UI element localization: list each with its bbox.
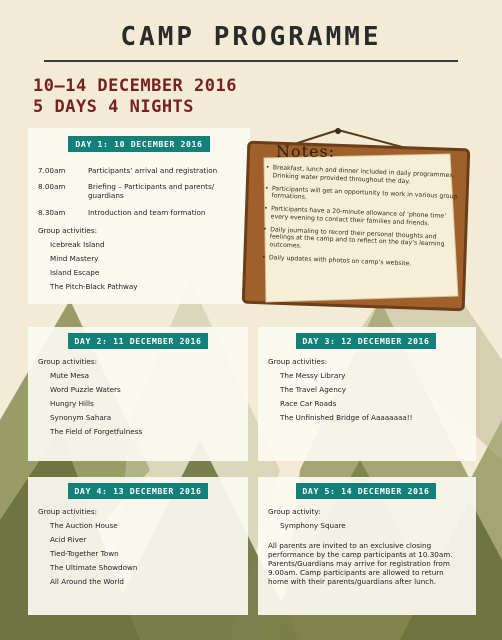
day3-card: [258, 327, 476, 461]
day5-header: DAY 5: 14 DECEMBER 2016: [296, 483, 436, 499]
day1-card: [28, 128, 250, 304]
day4-activities-label: Group activities:: [38, 507, 97, 516]
note-item: • Breakfast, lunch and dinner included in daily programmes. Drinking water provided throughout the day.: [265, 164, 461, 188]
schedule-text: Introduction and team formation: [88, 208, 206, 217]
day1-activities-label: Group activities:: [38, 226, 97, 235]
notes-title: Notes:: [276, 142, 336, 161]
activity-item: The Ultimate Showdown: [50, 563, 138, 572]
activity-item: Acid River: [50, 535, 87, 544]
note-item: • Daily updates with photos on camp’s website.: [262, 254, 458, 270]
activity-item: The Travel Agency: [280, 385, 346, 394]
activity-item: Synonym Sahara: [50, 413, 112, 422]
activity-item: Island Escape: [50, 268, 100, 277]
schedule-text: Participants’ arrival and registration: [88, 166, 218, 175]
notes-list: [262, 164, 462, 275]
activity-item: Hungry Hills: [50, 399, 94, 408]
day1-header: DAY 1: 10 DECEMBER 2016: [68, 136, 210, 152]
activity-item: The Messy Library: [280, 371, 346, 380]
activity-item: Word Puzzle Waters: [50, 385, 121, 394]
day3-header: DAY 3: 12 DECEMBER 2016: [296, 333, 436, 349]
title-underline: [44, 60, 458, 62]
schedule-time: 8.00am: [38, 182, 66, 191]
day4-header: DAY 4: 13 DECEMBER 2016: [68, 483, 208, 499]
activity-item: The Pitch-Black Pathway: [50, 282, 138, 291]
activity-item: The Auction House: [50, 521, 118, 530]
activity-item: Icebreak Island: [50, 240, 105, 249]
schedule-time: 7.00am: [38, 166, 66, 175]
day5-card: [258, 477, 476, 615]
note-item: • Participants have a 20-minute allowance of ‘phone time’ every evening to contact their families and friends.: [264, 205, 460, 229]
activity-item: Tied-Together Town: [50, 549, 119, 558]
activity-item: Mind Mastery: [50, 254, 99, 263]
note-item: • Participants will get an opportunity to work in various group formations.: [264, 184, 460, 208]
day4-card: [28, 477, 248, 615]
day2-activities-label: Group activities:: [38, 357, 97, 366]
day2-header: DAY 2: 11 DECEMBER 2016: [68, 333, 208, 349]
schedule-text: Briefing – Participants and parents/ guardians: [88, 182, 215, 200]
camp-duration: 5 DAYS 4 NIGHTS: [33, 97, 195, 117]
day2-card: [28, 327, 248, 461]
activity-item: Mute Mesa: [50, 371, 90, 380]
day3-activities-label: Group activities:: [268, 357, 327, 366]
activity-item: Race Car Roads: [280, 399, 337, 408]
activity-item: All Around the World: [50, 577, 124, 586]
day5-activities-label: Group activity:: [268, 507, 321, 516]
note-item: • Daily journaling to record their personal thoughts and feelings at the camp and to reflect on the day’s learning outcomes.: [262, 225, 459, 257]
schedule-time: 8.30am: [38, 208, 66, 217]
page-title: CAMP PROGRAMME: [120, 22, 382, 52]
activity-item: The Unfinished Bridge of Aaaaaaaa!!: [280, 413, 413, 422]
day5-closing-paragraph: All parents are invited to an exclusive closing performance by the camp participants at 10.30am. Parents/Guardians may arrive for registration from 9.00am. Camp participants are allowed to return home with their parents/guardians after lunch.: [268, 541, 453, 586]
activity-item: Symphony Square: [280, 521, 346, 530]
activity-item: The Field of Forgetfulness: [50, 427, 143, 436]
camp-dates: 10–14 DECEMBER 2016: [33, 76, 237, 96]
